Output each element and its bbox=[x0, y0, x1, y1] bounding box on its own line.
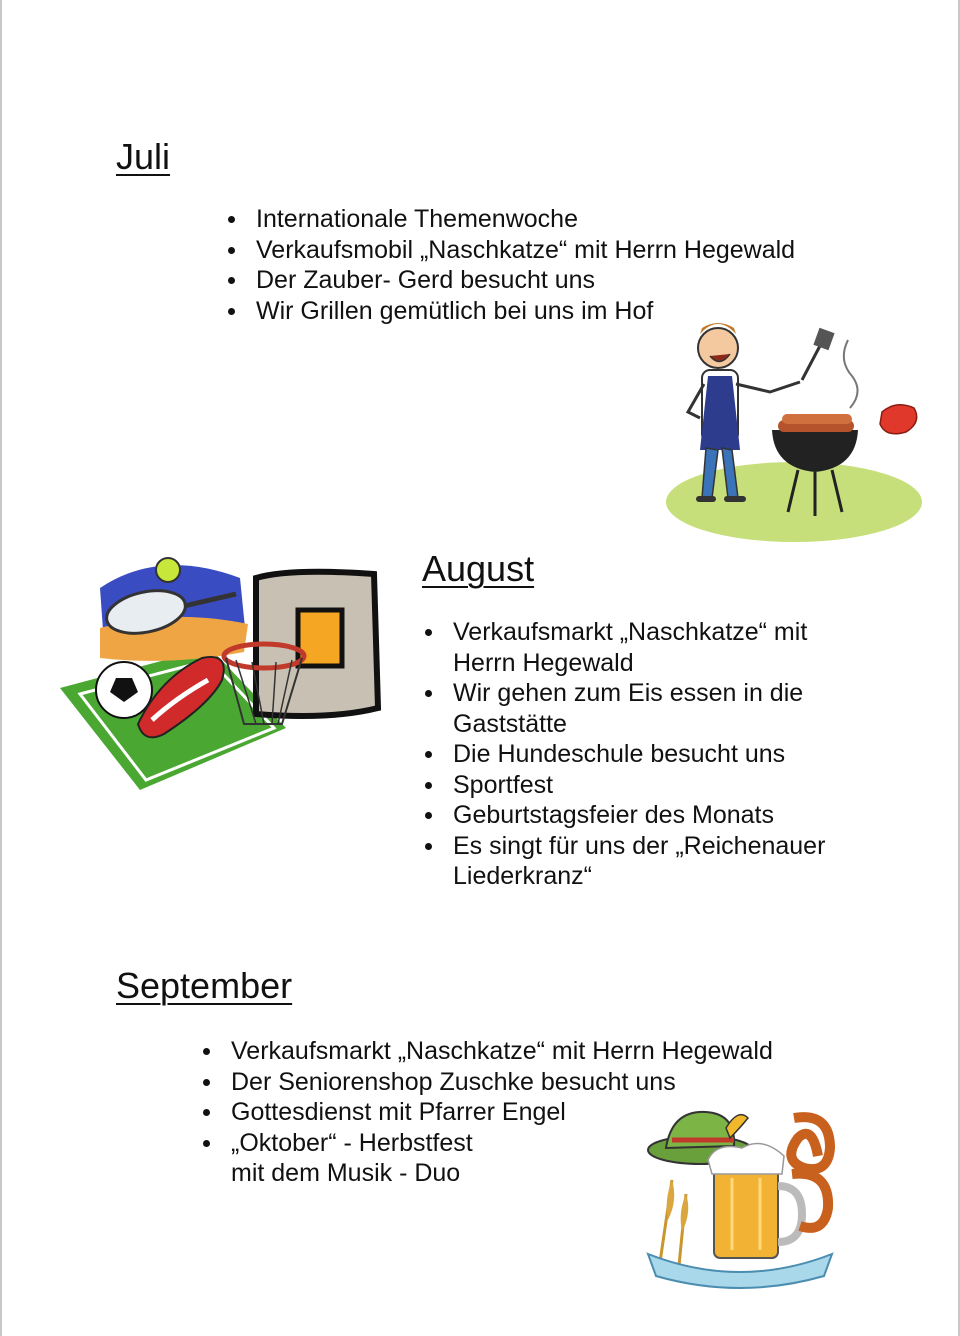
list-item: Verkaufsmarkt „Naschkatze“ mit Herrn Hegewald bbox=[453, 617, 873, 678]
oktoberfest-clipart-icon bbox=[642, 1104, 838, 1292]
list-item: Verkaufsmobil „Naschkatze“ mit Herrn Hegewald bbox=[256, 235, 896, 266]
heading-july: Juli bbox=[116, 136, 171, 177]
list-item: Wir Grillen gemütlich bei uns im Hof bbox=[256, 296, 896, 327]
list-item: Wir gehen zum Eis essen in die Gaststätte bbox=[453, 678, 873, 739]
sports-clipart-icon bbox=[60, 548, 386, 794]
heading-september: September bbox=[116, 965, 293, 1006]
list-item: Die Hundeschule besucht uns bbox=[453, 739, 873, 770]
list-item-continuation: mit dem Musik - Duo bbox=[231, 1159, 461, 1187]
list-item: Sportfest bbox=[453, 770, 873, 801]
list-item: Internationale Themenwoche bbox=[256, 204, 896, 235]
list-item: Verkaufsmarkt „Naschkatze“ mit Herrn Hegewald bbox=[231, 1036, 871, 1067]
list-july bbox=[256, 204, 896, 326]
list-item: Gottesdienst mit Pfarrer Engel bbox=[231, 1097, 871, 1128]
list-item: Der Seniorenshop Zuschke besucht uns bbox=[231, 1067, 871, 1098]
grill-clipart-icon bbox=[660, 312, 928, 548]
list-item: „Oktober“ - Herbstfest bbox=[231, 1128, 871, 1159]
heading-august: August bbox=[422, 548, 535, 589]
page-border-left bbox=[0, 0, 2, 1336]
list-item: Der Zauber- Gerd besucht uns bbox=[256, 265, 896, 296]
list-item: Es singt für uns der „Reichenauer Liederkranz“ bbox=[453, 831, 873, 892]
list-august bbox=[453, 617, 873, 892]
list-item: Geburtstagsfeier des Monats bbox=[453, 800, 873, 831]
